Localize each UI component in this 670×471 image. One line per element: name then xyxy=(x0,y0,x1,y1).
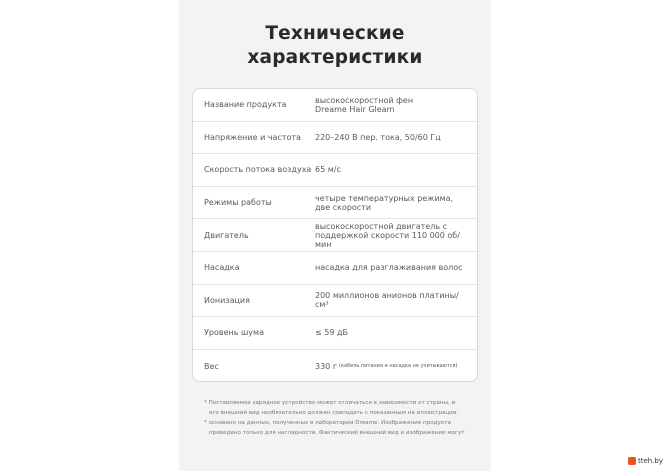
spec-value: ≤ 59 дБ xyxy=(315,328,348,338)
spec-row-product-name xyxy=(193,89,477,122)
spec-label: Режимы работы xyxy=(204,198,272,208)
spec-label: Вес xyxy=(204,361,219,371)
title-line-1: Технические xyxy=(265,23,405,44)
spec-row-voltage xyxy=(193,122,477,155)
spec-value: четыре температурных режима, две скорости xyxy=(315,193,454,212)
weight-value: 330 г xyxy=(315,361,338,371)
spec-label: Ионизация xyxy=(204,295,250,305)
footnote-line: * Поставляемое зарядное устройство может отличаться в зависимости от страны, и xyxy=(204,400,456,406)
spec-value: 220–240 В пер. тока, 50/60 Гц xyxy=(315,132,441,142)
weight-note: (кабель питания и насадка не учитываются) xyxy=(339,362,458,369)
footnote-line: * основано на данных, полученных в лаборатории Dreame. Изображение продукта xyxy=(204,420,451,426)
spec-value: высокоскоростной фен Dreame Hair Gleam xyxy=(315,95,414,114)
title-line-2: характеристики xyxy=(247,47,423,68)
spec-label: Скорость потока воздуха xyxy=(204,165,312,175)
spec-row-motor xyxy=(193,219,477,252)
spec-label: Насадка xyxy=(204,263,240,273)
spec-value: высокоскоростной двигатель с поддержкой скорости 110 000 об/мин xyxy=(315,221,460,249)
spec-value xyxy=(315,350,471,382)
spec-table xyxy=(192,88,478,382)
footnotes xyxy=(204,398,474,438)
logo-icon xyxy=(628,457,636,465)
page-title xyxy=(179,22,491,70)
spec-label: Напряжение и частота xyxy=(204,132,301,142)
footnote-line: его внешний вид необязательно должен совпадать с показанным на иллюстрации. xyxy=(209,410,459,416)
spec-value: 200 миллионов анионов платины/см³ xyxy=(315,291,459,310)
spec-row-airflow xyxy=(193,154,477,187)
spec-panel xyxy=(179,0,491,471)
spec-row-attachment xyxy=(193,252,477,285)
footnote-line: приведено только для наглядности. Фактический внешний вид и изображение могут xyxy=(209,430,465,436)
spec-row-noise xyxy=(193,317,477,350)
spec-value: насадка для разглаживания волос xyxy=(315,263,463,273)
spec-label: Двигатель xyxy=(204,230,249,240)
spec-label: Название продукта xyxy=(204,100,287,110)
spec-row-modes xyxy=(193,187,477,220)
spec-label: Уровень шума xyxy=(204,328,264,338)
spec-row-ionization xyxy=(193,285,477,318)
spec-row-weight xyxy=(193,350,477,382)
watermark-badge[interactable] xyxy=(625,454,666,467)
spec-value: 65 м/с xyxy=(315,165,341,175)
watermark-text: tteh.by xyxy=(637,456,663,465)
